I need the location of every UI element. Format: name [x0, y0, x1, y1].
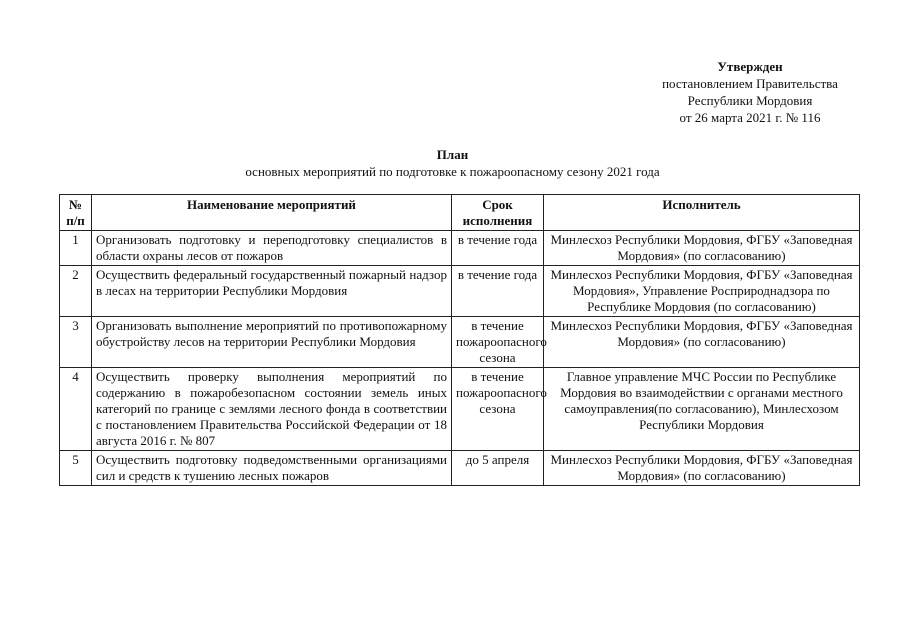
row-name: Организовать выполнение мероприятий по противопожарному обустройству лесов на территории Республики Мордовия — [92, 317, 452, 368]
table-row — [60, 231, 860, 266]
row-name: Осуществить федеральный государственный пожарный надзор в лесах на территории Республики Мордовия — [92, 266, 452, 317]
header-name: Наименование мероприятий — [92, 195, 452, 231]
row-exec: Минлесхоз Республики Мордовия, ФГБУ «Заповедная Мордовия» (по согласованию) — [544, 231, 860, 266]
table-row — [60, 317, 860, 368]
table-row — [60, 451, 860, 486]
row-num: 4 — [60, 368, 92, 451]
row-num: 3 — [60, 317, 92, 368]
title-subheading: основных мероприятий по подготовке к пожароопасному сезону 2021 года — [245, 164, 660, 179]
row-term: в течение пожароопасного сезона — [452, 317, 544, 368]
row-num: 2 — [60, 266, 92, 317]
row-term: в течение года — [452, 266, 544, 317]
table-row — [60, 266, 860, 317]
approval-line: от 26 марта 2021 г. № 116 — [679, 110, 821, 125]
table-row — [60, 368, 860, 451]
table-header-row — [60, 195, 860, 231]
row-exec: Минлесхоз Республики Мордовия, ФГБУ «Заповедная Мордовия» (по согласованию) — [544, 451, 860, 486]
row-term: в течение пожароопасного сезона — [452, 368, 544, 451]
title-heading: План — [436, 147, 469, 162]
row-name: Осуществить подготовку подведомственными организациями сил и средств к тушению лесных пожаров — [92, 451, 452, 486]
approval-heading: Утвержден — [717, 59, 783, 74]
row-term: в течение года — [452, 231, 544, 266]
row-exec: Минлесхоз Республики Мордовия, ФГБУ «Заповедная Мордовия» (по согласованию) — [544, 317, 860, 368]
row-name: Организовать подготовку и переподготовку специалистов в области охраны лесов от пожаров — [92, 231, 452, 266]
header-num: № п/п — [60, 195, 92, 231]
document-title — [0, 146, 905, 180]
row-term: до 5 апреля — [452, 451, 544, 486]
plan-table — [59, 194, 860, 486]
approval-stamp — [600, 58, 900, 126]
approval-line: Республики Мордовия — [687, 93, 813, 108]
row-exec: Минлесхоз Республики Мордовия, ФГБУ «Заповедная Мордовия», Управление Росприроднадзора по Республике Мордовия (по согласованию) — [544, 266, 860, 317]
header-term: Срок исполнения — [452, 195, 544, 231]
row-name: Осуществить проверку выполнения мероприятий по содержанию в пожаробезопасном состоянии земель иных категорий по границе с землями лесного фонда в соответствии с постановлением Правительства Российской Федерации от 18 августа 2016 г. № 807 — [92, 368, 452, 451]
approval-line: постановлением Правительства — [662, 76, 838, 91]
row-exec: Главное управление МЧС России по Республике Мордовия во взаимодействии с органами местного самоуправления(по согласованию), Минлесхозом Республики Мордовия — [544, 368, 860, 451]
row-num: 1 — [60, 231, 92, 266]
header-exec: Исполнитель — [544, 195, 860, 231]
row-num: 5 — [60, 451, 92, 486]
